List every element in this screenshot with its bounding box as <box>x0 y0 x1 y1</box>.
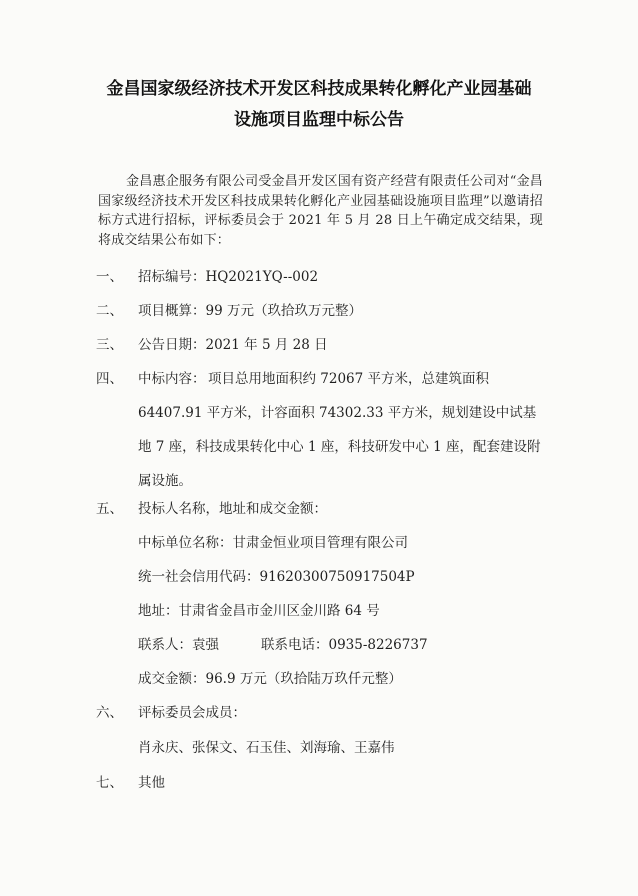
committee-members: 肖永庆、张保文、石玉佳、刘海瑜、王嘉伟 <box>138 740 395 756</box>
title-line-2: 设施项目监理中标公告 <box>234 110 404 130</box>
item-7-number: 七、 <box>96 775 123 791</box>
item-4-content: 项目总用地面积约 72067 平方米，总建筑面积 64407.91 平方米，计容面积 74302.33 平方米，规划建设中试基地 7 座，科技成果转化中心 1 座，科技研发中心 1 座，配套建设附属设施。 <box>138 371 541 489</box>
bidder-contact-row <box>138 628 428 662</box>
item-2 <box>96 294 362 328</box>
item-3-text: 公告日期：2021 年 5 月 28 日 <box>138 337 328 353</box>
item-5 <box>96 492 327 526</box>
item-1-text: 招标编号：HQ2021YQ--002 <box>138 269 319 285</box>
document-title <box>60 74 578 136</box>
bidder-phone: 联系电话：0935-8226737 <box>261 637 428 653</box>
bidder-amount: 成交金额：96.9 万元（玖拾陆万玖仟元整） <box>138 671 402 687</box>
item-7-text: 其他 <box>138 775 165 791</box>
bidder-contact: 联系人：袁强 <box>138 637 219 653</box>
bidder-credit-code: 统一社会信用代码：91620300750917504P <box>138 569 415 585</box>
item-2-number: 二、 <box>96 303 123 319</box>
item-3-number: 三、 <box>96 337 123 353</box>
item-1 <box>96 260 318 294</box>
item-7 <box>96 766 165 800</box>
intro-paragraph <box>98 172 543 250</box>
bidder-address: 地址：甘肃省金昌市金川区金川路 64 号 <box>138 603 380 619</box>
item-6-number: 六、 <box>96 705 123 721</box>
item-5-text: 投标人名称，地址和成交金额： <box>138 501 327 517</box>
item-6 <box>96 696 246 730</box>
item-6-text: 评标委员会成员： <box>138 705 246 721</box>
item-4-label: 中标内容： <box>138 371 206 387</box>
item-5-number: 五、 <box>96 501 123 517</box>
item-4-number: 四、 <box>96 371 123 387</box>
intro-text: 金昌惠企服务有限公司受金昌开发区国有资产经营有限责任公司对“金昌国家级经济技术开发区科技成果转化孵化产业园基础设施项目监理”以邀请招标方式进行招标，评标委员会于 2021 年 5 月 28 日上午确定成交结果，现将成交结果公布如下： <box>98 174 543 248</box>
item-3 <box>96 328 328 362</box>
bidder-unit: 中标单位名称：甘肃金恒业项目管理有限公司 <box>138 535 408 551</box>
item-2-text: 项目概算：99 万元（玖拾玖万元整） <box>138 303 362 319</box>
title-line-1: 金昌国家级经济技术开发区科技成果转化孵化产业园基础 <box>106 79 532 99</box>
item-1-number: 一、 <box>96 269 123 285</box>
